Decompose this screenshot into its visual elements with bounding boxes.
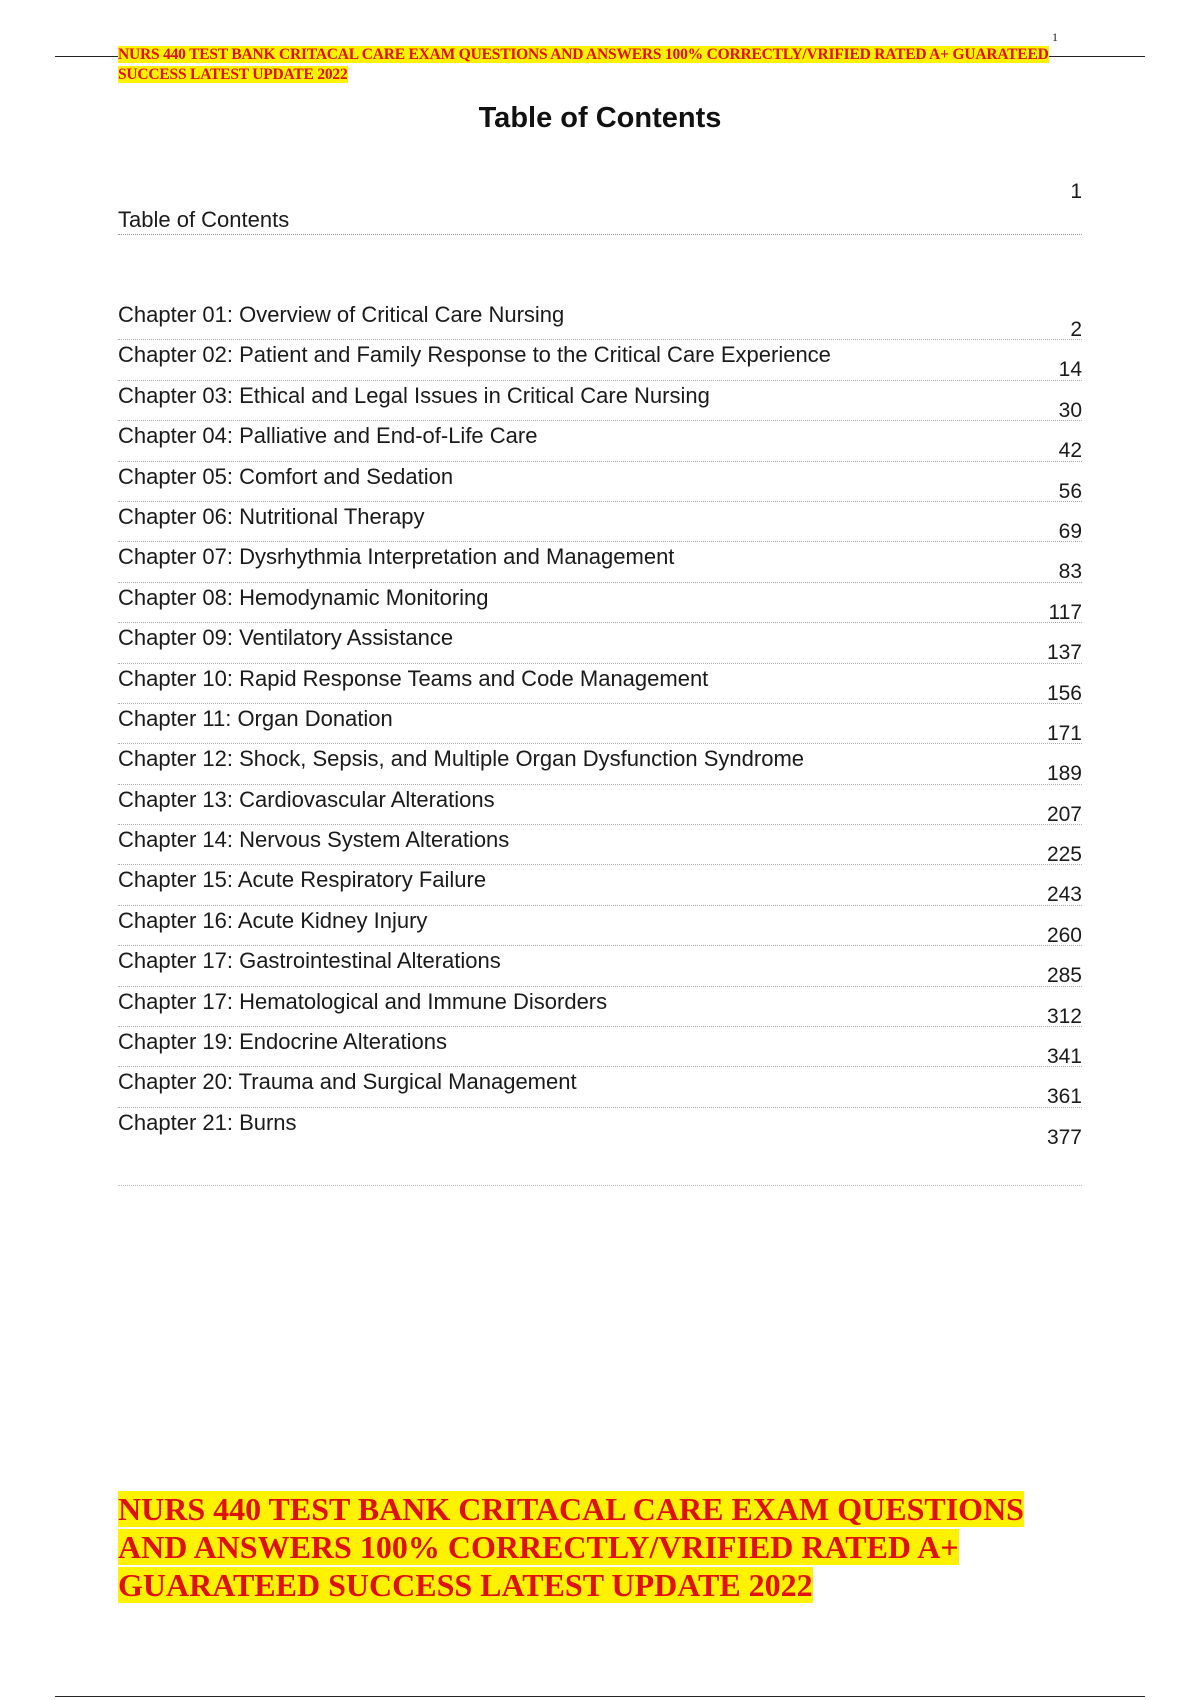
- toc-entry-label: Chapter 08: Hemodynamic Monitoring: [118, 584, 489, 610]
- dot-leader: [118, 234, 1082, 235]
- toc-list: [118, 300, 1082, 1148]
- toc-entry-label: Chapter 10: Rapid Response Teams and Code Management: [118, 665, 709, 691]
- toc-entry-page: 117: [1048, 600, 1082, 624]
- dot-leader: [118, 1185, 1082, 1186]
- toc-entry-page: 312: [1046, 1004, 1082, 1028]
- bottom-rule: [55, 1696, 1145, 1697]
- header-banner-text: NURS 440 TEST BANK CRITACAL CARE EXAM QUESTIONS AND ANSWERS 100% CORRECTLY/VRIFIED RATED A+ GUARATEED SUCCESS LATEST UPDATE 2022: [118, 46, 1049, 83]
- toc-entry-page: 42: [1058, 439, 1082, 463]
- toc-entry-page: 189: [1046, 762, 1082, 786]
- toc-entry[interactable]: [118, 340, 1082, 380]
- toc-entry[interactable]: [118, 300, 1082, 340]
- toc-entry[interactable]: [118, 946, 1082, 986]
- toc-entry[interactable]: [118, 623, 1082, 663]
- toc-self-page: 1: [1070, 180, 1082, 203]
- footer-banner-text: NURS 440 TEST BANK CRITACAL CARE EXAM QUESTIONS AND ANSWERS 100% CORRECTLY/VRIFIED RATED A+ GUARATEED SUCCESS LATEST UPDATE 2022: [118, 1491, 1024, 1603]
- page-title: Table of Contents: [478, 102, 722, 134]
- toc-entry[interactable]: [118, 583, 1082, 623]
- toc-entry-page: 341: [1046, 1045, 1082, 1069]
- toc-entry[interactable]: [118, 1067, 1082, 1107]
- toc-self-label: Table of Contents: [118, 207, 290, 232]
- toc-entry-label: Chapter 19: Endocrine Alterations: [118, 1029, 447, 1055]
- toc-entry[interactable]: [118, 825, 1082, 865]
- toc-entry-label: Chapter 16: Acute Kidney Injury: [118, 907, 428, 933]
- toc-entry-label: Chapter 17: Hematological and Immune Disorders: [118, 988, 608, 1014]
- toc-entry-label: Chapter 20: Trauma and Surgical Management: [118, 1069, 577, 1095]
- page-number: 1: [1052, 30, 1058, 44]
- toc-entry[interactable]: [118, 462, 1082, 502]
- toc-entry-page: 361: [1046, 1085, 1082, 1109]
- toc-entry-page: 2: [1070, 318, 1082, 341]
- toc-entry-label: Chapter 03: Ethical and Legal Issues in Critical Care Nursing: [118, 382, 710, 408]
- toc-entry-label: Chapter 09: Ventilatory Assistance: [118, 625, 454, 651]
- toc-entry-label: Chapter 13: Cardiovascular Alterations: [118, 786, 495, 812]
- toc-entry[interactable]: [118, 906, 1082, 946]
- toc-entry-page: 137: [1046, 641, 1082, 665]
- toc-entry[interactable]: [118, 542, 1082, 582]
- toc-entry-label: Chapter 05: Comfort and Sedation: [118, 463, 454, 489]
- toc-entry-page: 377: [1046, 1125, 1082, 1149]
- toc-entry-page: 83: [1058, 560, 1082, 584]
- toc-entry-label: Chapter 17: Gastrointestinal Alterations: [118, 948, 501, 974]
- toc-entry[interactable]: [118, 381, 1082, 421]
- toc-entry[interactable]: [118, 704, 1082, 744]
- toc-entry[interactable]: [118, 1027, 1082, 1067]
- toc-entry-label: Chapter 06: Nutritional Therapy: [118, 503, 425, 529]
- toc-entry[interactable]: [118, 785, 1082, 825]
- toc-entry-label: Chapter 15: Acute Respiratory Failure: [118, 867, 487, 893]
- toc-entry-label: Chapter 21: Burns: [118, 1109, 297, 1135]
- toc-entry[interactable]: [118, 1108, 1082, 1148]
- toc-entry[interactable]: [118, 664, 1082, 704]
- toc-entry-page: 207: [1046, 802, 1082, 826]
- toc-entry-page: 56: [1058, 479, 1082, 503]
- toc-entry-label: Chapter 02: Patient and Family Response to the Critical Care Experience: [118, 342, 831, 368]
- toc-entry-label: Chapter 14: Nervous System Alterations: [118, 827, 510, 853]
- toc-entry-label: Chapter 01: Overview of Critical Care Nursing: [118, 302, 565, 327]
- toc-entry-page: 243: [1046, 883, 1082, 907]
- toc-entry-page: 156: [1046, 681, 1082, 705]
- toc-entry[interactable]: [118, 744, 1082, 784]
- toc-entry-page: 285: [1046, 964, 1082, 988]
- toc-entry[interactable]: [118, 987, 1082, 1027]
- toc-entry[interactable]: [118, 421, 1082, 461]
- toc-entry-page: 14: [1058, 358, 1082, 382]
- toc-entry-label: Chapter 04: Palliative and End-of-Life Care: [118, 423, 538, 449]
- toc-entry-label: Chapter 12: Shock, Sepsis, and Multiple Organ Dysfunction Syndrome: [118, 746, 805, 772]
- toc-entry-page: 69: [1058, 519, 1082, 543]
- toc-entry-page: 30: [1058, 398, 1082, 422]
- toc-entry[interactable]: [118, 502, 1082, 542]
- toc-entry-label: Chapter 07: Dysrhythmia Interpretation and Management: [118, 544, 675, 570]
- toc-entry[interactable]: [118, 865, 1082, 905]
- header-banner: [118, 45, 1098, 85]
- toc-entry-page: 225: [1046, 843, 1082, 867]
- toc-entry-page: 171: [1046, 721, 1082, 745]
- footer-banner: [118, 1490, 1078, 1604]
- toc-entry-label: Chapter 11: Organ Donation: [118, 705, 393, 731]
- toc-entry-page: 260: [1046, 923, 1082, 947]
